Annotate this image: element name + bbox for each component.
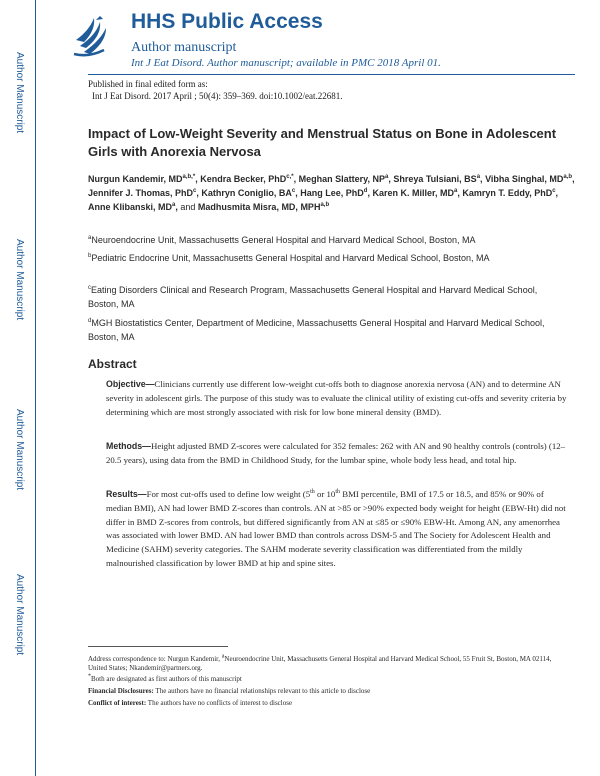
financial-disclosure: Financial Disclosures: The authors have no financial relationships relevant to this article to disclose xyxy=(88,687,371,695)
header-rule xyxy=(88,74,575,75)
article-title: Impact of Low-Weight Severity and Menstrual Status on Bone in Adolescent Girls with Anorexia Nervosa xyxy=(88,126,557,159)
author-name: Kendra Becker, PhD xyxy=(200,174,287,184)
sidebar-label-2: Author Manuscript xyxy=(14,239,25,321)
header-title: HHS Public Access xyxy=(131,10,323,33)
affiliation: $^d$MGH Biostatistics Center, Department of Medicine, Massachusetts General Hospital and Harvard Medical School, Boston, MA xyxy=(88,318,545,342)
author-conjunction: and xyxy=(180,202,196,213)
abstract-results: Results—For most cut-offs used to define low weight (5th or 10th BMI percentile, BMI of 17.5 or 18.5, and 85% or 90% of median BMI), AN had lower BMD Z-scores than controls. AN at >85 or >90% expected body weight for height (EBW-Ht) did not differ in BMD Z-scores from controls, but differed significantly from AN at ≤85 or ≤90% EBW-Ht. Among AN, any amenorrhea was associated with lower BMD. AN had lower BMD than controls across DSM-5 and The Society for Adolescent Health and Medicine (SAHM) severity categories. The SAHM moderate severity classification was differentiated from the mildly malnourished classification by lower BMD at hip and spine sites. xyxy=(106,489,566,568)
footnote-rule xyxy=(88,646,228,647)
affiliation: $^b$Pediatric Endocrine Unit, Massachusetts General Hospital and Harvard Medical School, Boston, MA xyxy=(88,253,490,263)
author-name: Vibha Singhal, MD xyxy=(485,174,564,184)
author-name: Shreya Tulsiani, BS xyxy=(393,174,477,184)
author-name: Hang Lee, PhD xyxy=(300,188,364,199)
sidebar-label-3: Author Manuscript xyxy=(14,409,25,491)
abstract-heading: Abstract xyxy=(88,357,137,371)
sidebar-divider xyxy=(35,0,36,776)
abstract-objective: Objective—Clinicians currently use different low-weight cut-offs both to diagnose anorexia nervosa (AN) and to determine AN severity in adolescent girls. The purpose of this study was to evaluate the clinical utility of existing cut-offs and severity criteria by determining which are most strongly associated with risk for low bone mineral density (BMD). xyxy=(106,379,567,417)
header-journal-line: Int J Eat Disord. Author manuscript; available in PMC 2018 April 01. xyxy=(131,57,441,69)
author-name: Meghan Slattery, NP xyxy=(298,174,385,184)
author-name: Kamryn T. Eddy, PhD xyxy=(462,188,553,199)
hhs-eagle-logo-icon xyxy=(70,10,114,60)
equal-contribution-footnote: *Both are designated as first authors of this manuscript xyxy=(88,673,242,683)
affiliation: $^c$Eating Disorders Clinical and Research Program, Massachusetts General Hospital and Harvard Medical School, Boston, MA xyxy=(88,285,538,309)
citation-line: Int J Eat Disord. 2017 April ; 50(4): 359–369. doi:10.1002/eat.22681. xyxy=(92,91,343,101)
author-name: Kathryn Coniglio, BA xyxy=(201,188,292,199)
author-name: Karen K. Miller, MD xyxy=(372,188,454,199)
header-subtitle: Author manuscript xyxy=(131,40,237,55)
affiliation: $^a$Neuroendocrine Unit, Massachusetts General Hospital and Harvard Medical School, Boston, MA xyxy=(88,235,476,245)
sidebar-label-4: Author Manuscript xyxy=(14,574,25,656)
sidebar-label-1: Author Manuscript xyxy=(14,52,25,134)
results-label: Results— xyxy=(106,489,147,499)
methods-label: Methods— xyxy=(106,441,151,451)
author-name: Anne Klibanski, MD xyxy=(88,202,173,213)
abstract-methods: Methods—Height adjusted BMD Z-scores were calculated for 352 females: 262 with AN and 90 healthy controls (controls) (12–20.5 years), using data from the BMD in Childhood Study, for the lumbar spine, whole body less head, and total hip. xyxy=(106,441,566,465)
conflict-of-interest: Conflict of interest: The authors have no conflicts of interest to disclose xyxy=(88,699,293,707)
author-name: Nurgun Kandemir, MD xyxy=(88,174,183,184)
author-list: Nurgun Kandemir, $MD^{a,b,*}$, Kendra Becker, PhD$^{c,*}$, Meghan Slattery, $NP^a$, Shreya Tulsiani, $BS^a$, Vibha Singhal, MD$^{a,b}$, Jennifer J. Thomas, PhD$^c$, Kathryn Coniglio, $BA^c$, Hang Lee, PhD$^d$, Karen K. Miller, $MD^a$, Kamryn T. Eddy, PhD$^c$, Anne Klibanski, $MD^a$, and Madhusmita Misra, MD, MPH$^{a,b}$ xyxy=(88,174,575,213)
author-name: Jennifer J. Thomas, PhD xyxy=(88,188,194,199)
author-name: Madhusmita Misra, MD, MPH xyxy=(197,202,321,213)
published-note: Published in final edited form as: xyxy=(88,79,208,89)
correspondence-footnote: Address correspondence to: Nurgun Kandemir, $^a$Neuroendocrine Unit, Massachusetts General Hospital and Harvard Medical School, 55 Fruit St, Boston, MA 02114, United States; Nkandemir@partners.org. xyxy=(88,653,552,673)
objective-label: Objective— xyxy=(106,379,155,389)
